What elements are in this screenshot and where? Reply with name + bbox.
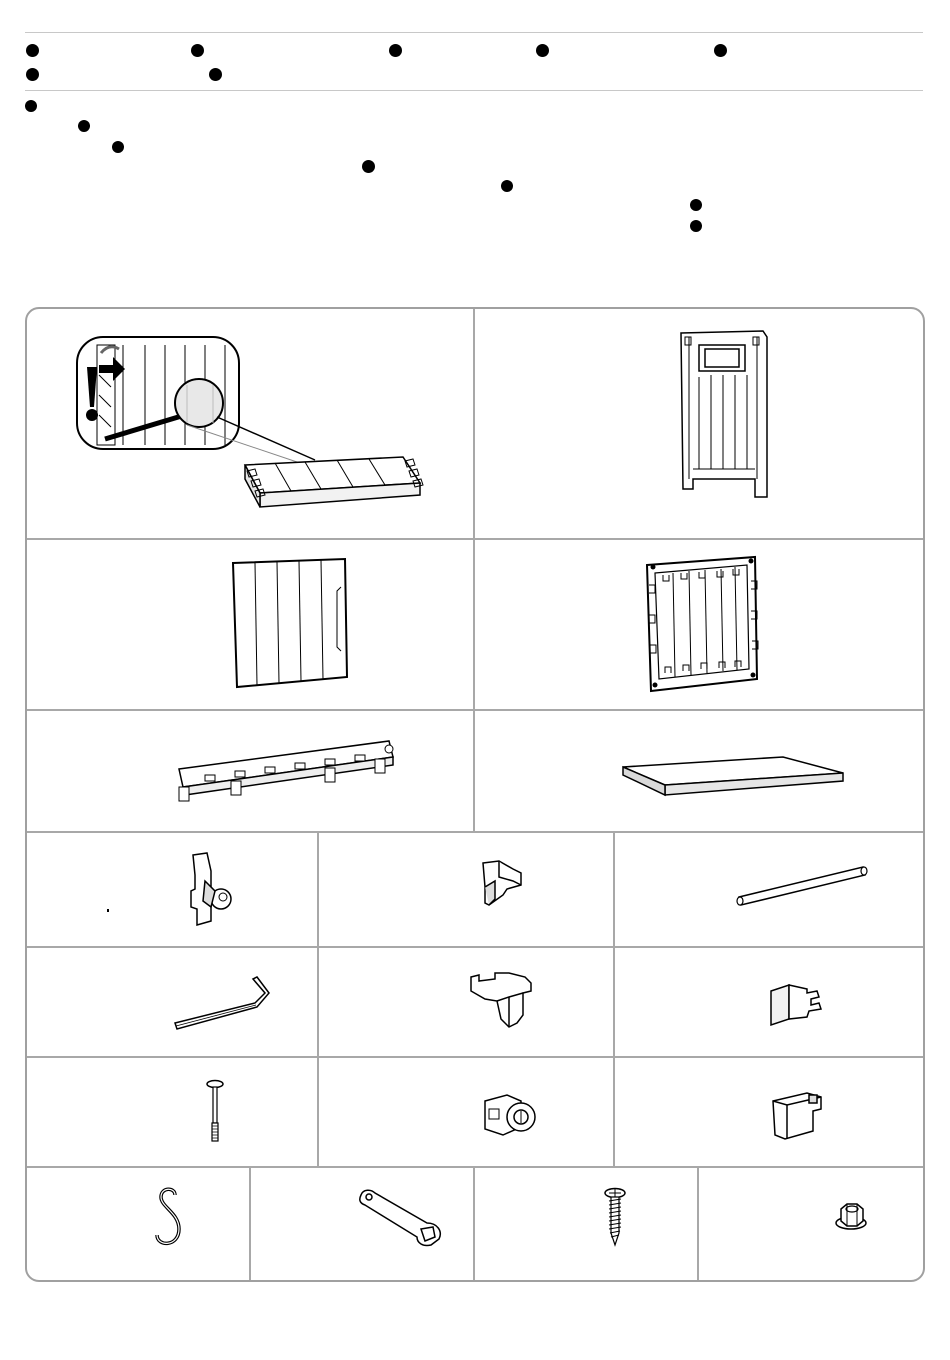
bullet-icon <box>209 68 222 81</box>
shelf-icon <box>621 753 847 799</box>
wrench-icon <box>357 1187 443 1247</box>
grid-divider <box>27 709 923 711</box>
bullet-icon <box>501 180 513 192</box>
plain-wall-panel <box>229 557 351 689</box>
lock-cylinder <box>479 1087 541 1139</box>
grid-divider <box>27 831 923 833</box>
grid-divider <box>27 1166 923 1168</box>
door-panel-icon <box>679 329 773 499</box>
latch-icon <box>767 1087 827 1143</box>
bullet-icon <box>690 199 702 211</box>
metal-rod <box>733 861 869 907</box>
parts-panel <box>25 307 925 1282</box>
grid-divider <box>473 309 475 833</box>
grid-divider <box>613 831 615 1167</box>
bullet-icon <box>690 220 702 232</box>
header-divider <box>25 90 923 91</box>
grid-divider <box>27 946 923 948</box>
wall-panel-detail-icon <box>75 335 445 507</box>
end-cap <box>767 979 827 1029</box>
grid-divider <box>27 1056 923 1058</box>
top-rule <box>25 32 923 33</box>
nut-icon <box>833 1199 869 1233</box>
screw <box>601 1187 629 1249</box>
framed-floor-panel <box>641 555 763 695</box>
wrench <box>357 1187 443 1247</box>
bullet-icon <box>26 68 39 81</box>
s-hook-icon <box>151 1185 187 1249</box>
s-hook <box>151 1185 187 1249</box>
bracket-icon <box>465 971 539 1031</box>
hinge-icon <box>187 851 239 927</box>
bullet-icon <box>78 120 90 132</box>
lock-icon <box>479 1087 541 1139</box>
screw-icon <box>601 1187 629 1249</box>
latch-block <box>767 1087 827 1143</box>
clip-icon <box>473 859 529 911</box>
allen-key <box>171 975 271 1031</box>
bolt-icon <box>203 1079 227 1145</box>
grid-divider <box>697 1166 699 1280</box>
bullet-icon <box>26 44 39 57</box>
grid-divider <box>249 1166 251 1280</box>
top-rail <box>175 735 397 807</box>
grid-divider <box>27 538 923 540</box>
hinge-knob <box>187 851 239 927</box>
wall-panel-icon <box>229 557 351 689</box>
bullet-icon <box>191 44 204 57</box>
rod-icon <box>733 861 869 907</box>
bullet-icon <box>112 141 124 153</box>
grid-divider <box>473 1166 475 1280</box>
end-cap-icon <box>767 979 827 1029</box>
shelf-board <box>621 753 847 799</box>
stray-mark <box>107 909 109 912</box>
corner-clip <box>473 859 529 911</box>
door-panel-with-window <box>679 329 773 499</box>
allen-key-icon <box>171 975 271 1031</box>
bullet-icon <box>389 44 402 57</box>
bullet-icon <box>362 160 375 173</box>
bullet-icon <box>25 100 37 112</box>
framed-panel-icon <box>641 555 763 695</box>
grid-divider <box>317 831 319 1167</box>
bullet-icon <box>536 44 549 57</box>
nut <box>833 1199 869 1233</box>
bullet-icon <box>714 44 727 57</box>
bolt <box>203 1079 227 1145</box>
rail-icon <box>175 735 397 807</box>
panel-with-notch-detail <box>75 335 445 507</box>
shelf-bracket <box>465 971 539 1031</box>
